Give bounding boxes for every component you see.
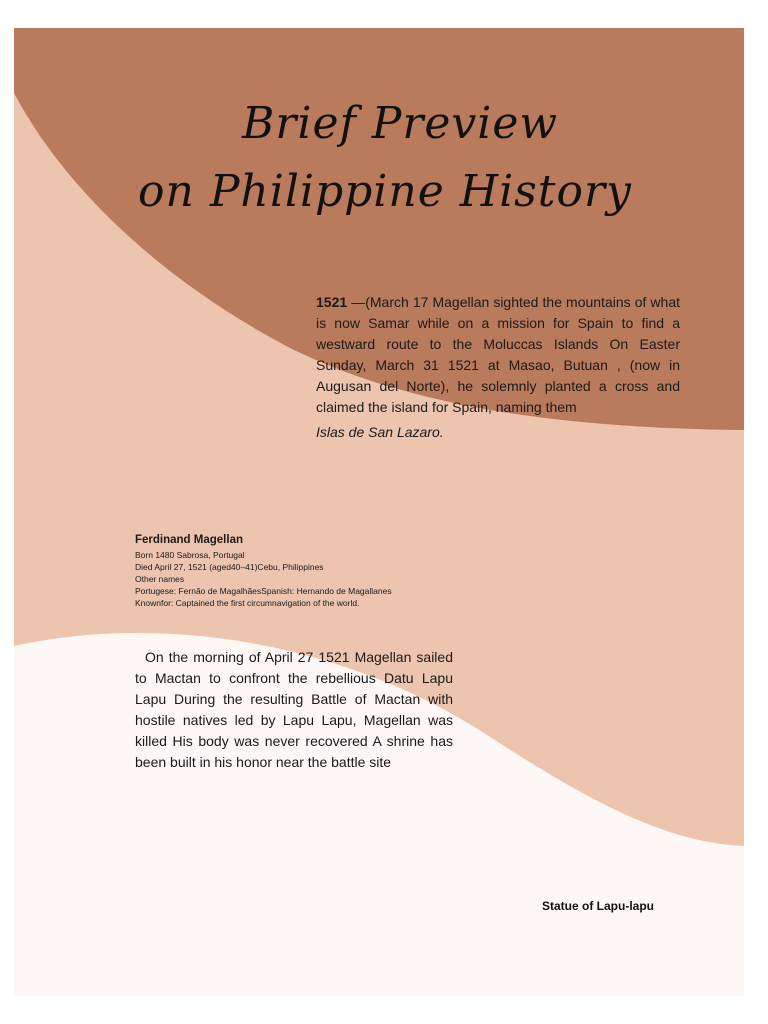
intro-paragraph (316, 292, 680, 443)
bio-died: Died April 27, 1521 (aged40–41)Cebu, Philippines (135, 562, 324, 572)
place-name: Islas de San Lazaro (316, 424, 440, 440)
title-line-2: on Philippine History (138, 166, 632, 217)
bio-known-for: Knownfor: Captained the first circumnavigation of the world. (135, 598, 360, 608)
intro-text: —(March 17 Magellan sighted the mountains of what is now Samar while on a mission for Spain to find a westward route to the Moluccas Islands On Easter Sunday, March 31 1521 at Masao, Butuan , (now in Augusan del Norte), he solemnly planted a cross and claimed the island for Spain, naming them (316, 294, 680, 415)
bio-born: Born 1480 Sabrosa, Portugal (135, 550, 245, 560)
document-page (14, 28, 744, 996)
title-line-1: Brief Preview (242, 98, 559, 149)
intro-place-line (316, 422, 680, 443)
bio-name: Ferdinand Magellan (135, 534, 243, 546)
page-title (114, 88, 674, 238)
bio-other-names: Other names (135, 574, 185, 584)
intro-year: 1521 (316, 294, 348, 310)
place-end: . (439, 424, 444, 440)
image-caption: Statue of Lapu-lapu (542, 899, 654, 913)
bio-block (135, 532, 555, 609)
story-paragraph: On the morning of April 27 1521 Magellan sailed to Mactan to confront the rebellious Datu Lapu Lapu During the resulting Battle of Mactan with hostile natives led by Lapu Lapu, Magellan was killed His body was never recovered A shrine has been built in his honor near the battle site (135, 649, 453, 770)
bio-portuguese-spanish: Portugese: Fernão de MagalhãesSpanish: Hernando de Magallanes (135, 586, 392, 596)
